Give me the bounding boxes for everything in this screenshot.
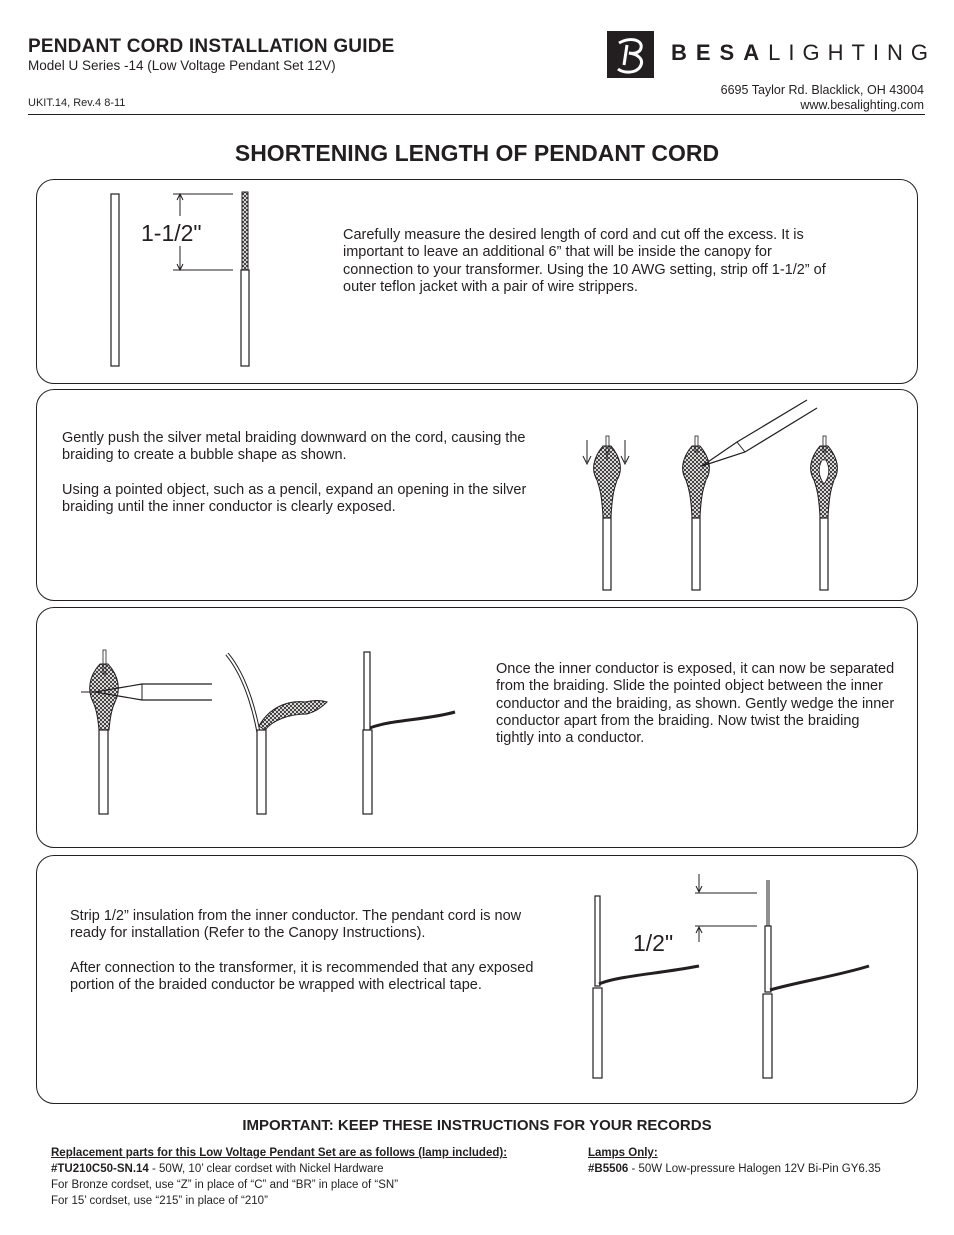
step-2-braid-illustration	[37, 390, 919, 602]
braid-bubble-figure	[583, 436, 629, 590]
company-address: 6695 Taylor Rd. Blacklick, OH 43004	[720, 83, 924, 97]
step-4-paragraph-1: Strip 1/2” insulation from the inner conductor. The pendant cord is now ready for installation (Refer to the Canopy Instructions).	[70, 908, 522, 942]
step-2-paragraph-1: Gently push the silver metal braiding downward on the cord, causing the braiding to create a bubble shape as shown.	[62, 430, 526, 464]
revision-code: UKIT.14, Rev.4 8-11	[28, 97, 126, 109]
header-divider	[28, 114, 925, 115]
important-notice: IMPORTANT: KEEP THESE INSTRUCTIONS FOR YOUR RECORDS	[242, 1117, 712, 1134]
step-1-text	[343, 227, 843, 296]
page-subtitle: Model U Series -14 (Low Voltage Pendant Set 12V)	[28, 58, 336, 73]
step-4-measure-label: 1/2"	[633, 930, 674, 956]
brand-name-light: LIGHTING	[768, 40, 937, 65]
step-3-text	[496, 661, 896, 747]
besa-logo-mark-icon	[607, 31, 655, 79]
section-title: SHORTENING LENGTH OF PENDANT CORD	[234, 140, 720, 166]
separated-conductor-figure	[227, 654, 327, 814]
part-code: #TU210C50-SN.14	[51, 1163, 149, 1175]
wedge-figure	[81, 650, 212, 814]
replacement-parts	[51, 1145, 507, 1209]
lamp-description: - 50W Low-pressure Halogen 12V Bi-Pin GY6.35	[628, 1163, 881, 1175]
brand-logo	[607, 31, 937, 79]
step-2-panel	[36, 389, 918, 601]
parts-heading: Replacement parts for this Low Voltage Pendant Set are as follows (lamp included):	[51, 1147, 508, 1159]
part-line	[51, 1161, 507, 1177]
step-1-paragraph: Carefully measure the desired length of cord and cut off the excess. It is important to leave an additional 6” that will be inside the canopy for connection to your transformer. Using the 10 AWG setting, strip off 1-1/2” of outer teflon jacket with a pair of wire strippers.	[343, 227, 826, 295]
company-website: www.besalighting.com	[800, 98, 924, 112]
step-2-paragraph-2: Using a pointed object, such as a pencil, expand an opening in the silver braiding until the inner conductor is clearly exposed.	[62, 481, 527, 515]
braid-pencil-figure	[683, 400, 817, 590]
step-1-measure-label: 1-1/2"	[141, 220, 202, 246]
lamps-heading: Lamps Only:	[588, 1147, 658, 1159]
unstripped-conductor-figure	[593, 896, 699, 1078]
lamps-section	[588, 1145, 881, 1177]
page-title: PENDANT CORD INSTALLATION GUIDE	[28, 36, 395, 57]
part-description: - 50W, 10’ clear cordset with Nickel Hardware	[148, 1163, 384, 1175]
brand-name	[671, 40, 936, 66]
lamp-line	[588, 1161, 881, 1177]
bronze-note: For Bronze cordset, use “Z” in place of “C” and “BR” in place of “SN”	[51, 1179, 399, 1191]
twisted-braid-figure	[363, 652, 455, 814]
company-contact	[721, 83, 924, 113]
step-1-panel	[36, 179, 918, 384]
lamp-code: #B5506	[588, 1163, 629, 1175]
step-3-paragraph: Once the inner conductor is exposed, it can now be separated from the braiding. Slide the pointed object between the inner conductor and the braiding, as shown. Gently wedge the inner conductor apart from the braiding. Now twist the braiding tightly into a conductor.	[496, 661, 895, 747]
step-4-panel	[36, 855, 918, 1104]
brand-name-bold: BESA	[671, 40, 769, 65]
braid-expanded-figure	[811, 436, 838, 590]
length-note: For 15’ cordset, use “215” in place of “210”	[51, 1195, 268, 1207]
step-4-paragraph-2: After connection to the transformer, it is recommended that any exposed portion of the braided conductor be wrapped with electrical tape.	[70, 959, 534, 993]
step-4-strip-illustration	[37, 856, 919, 1105]
stripped-conductor-figure	[763, 880, 869, 1078]
step-3-panel	[36, 607, 918, 848]
